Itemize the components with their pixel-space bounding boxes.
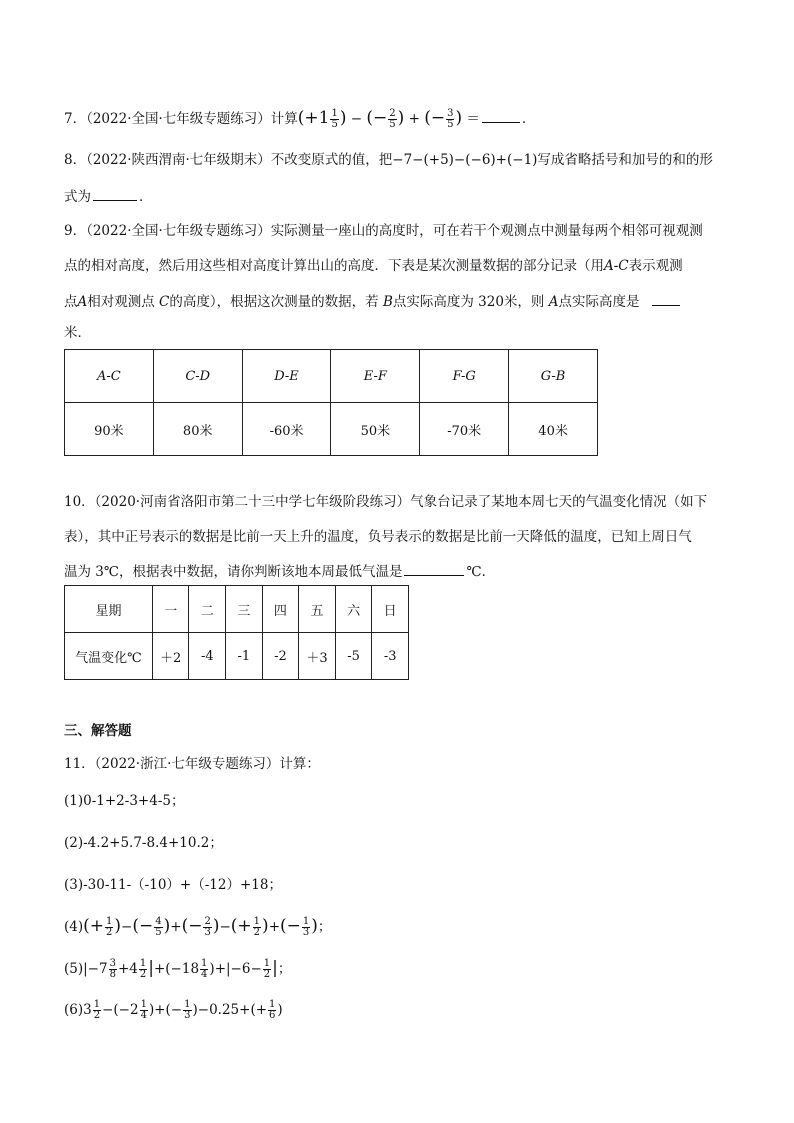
q11-part-1: (1)0-1+2-3+4-5； [64,793,185,809]
table-row: 气温变化℃ ＋2 -4 -1 -2 ＋3 -5 -3 [65,633,409,680]
question-8-line-2: 式为 ． [64,186,153,207]
q11-part-6: (6)3 $\frac{1}{2}$ −(−2 $\frac{1}{4}$ )+(− $\frac{1}{3}$ )−0.25+(+ $\frac{1}{6}$ ) [64,999,283,1021]
q7-answer-blank[interactable] [482,108,520,123]
q7-fraction-1: $\frac{1}{5}$ [331,108,338,130]
q7-fraction-2: $\frac{2}{5}$ [389,108,396,130]
question-7: 7．（2022·全国·七年级专题练习）计算(+1 $\frac{1}{5}$ ) − (− $\frac{2}{5}$ ) + (− $\frac{3}{5}$ ) ＝ ． [64,108,536,130]
table-row: A-C C-D D-E E-F F-G G-B [65,350,598,403]
q10-answer-blank[interactable] [404,561,464,576]
question-9-line-4: 米． [64,325,91,341]
q10-table [64,585,409,680]
q11-part-2: (2)-4.2+5.7-8.4+10.2； [64,835,223,851]
q7-fraction-3: $\frac{3}{5}$ [447,108,454,130]
question-10-line-3: 温为 3℃，根据表中数据，请你判断该地本周最低气温是 ℃． [64,561,495,582]
question-9-line-2: 点的相对高度，然后用这些相对高度计算出山的高度．下表是某次测量数据的部分记录（用A-C表示观测 [64,258,683,274]
q9-answer-blank[interactable] [652,291,680,306]
table-row: 90米 80米 -60米 50米 -70米 40米 [65,403,598,456]
question-9-line-3: 点A相对观测点 C的高度），根据这次测量的数据，若 B点实际高度为 320米，则 A点实际高度是 [64,291,682,312]
question-10-line-1: 10．（2020·河南省洛阳市第二十三中学七年级阶段练习）气象台记录了某地本周七天的气温变化情况（如下 [64,494,708,510]
question-8-line-1: 8．（2022·陕西渭南·七年级期末）不改变原式的值，把−7−(+5)−(−6)+(−1)写成省略括号和加号的和的形 [64,152,713,168]
q11-part-3: (3)-30-11-（-10）+（-12）+18； [64,877,282,893]
question-9-line-1: 9．（2022·全国·七年级专题练习）实际测量一座山的高度时，可在若干个观测点中测量每两个相邻可视观测 [64,223,703,239]
q11-part-4: (4)(+ $\frac{1}{2}$ )−(− $\frac{4}{5}$ )+(− $\frac{2}{3}$ )−(+ $\frac{1}{2}$ )+(− $\frac{1}{3}$ )； [64,916,332,938]
section-heading: 三、解答题 [64,723,132,739]
table-row: 星期 一 二 三 四 五 六 日 [65,586,409,633]
q11-part-5: (5)|−7 $\frac{3}{8}$ +4 $\frac{1}{2}$ |+(−18 $\frac{1}{4}$ )+|−6− $\frac{1}{2}$ |； [64,958,292,980]
q8-expression: −7−(+5)−(−6)+(−1) [392,152,538,168]
question-10-line-2: 表），其中正号表示的数据是比前一天上升的温度，负号表示的数据是比前一天降低的温度，已知上周日气 [64,529,692,545]
q9-table [64,349,598,456]
q8-answer-blank[interactable] [93,186,137,201]
q7-prefix: 7．（2022·全国·七年级专题练习）计算 [64,111,298,127]
question-11-intro: 11．（2022·浙江·七年级专题练习）计算： [64,756,320,772]
